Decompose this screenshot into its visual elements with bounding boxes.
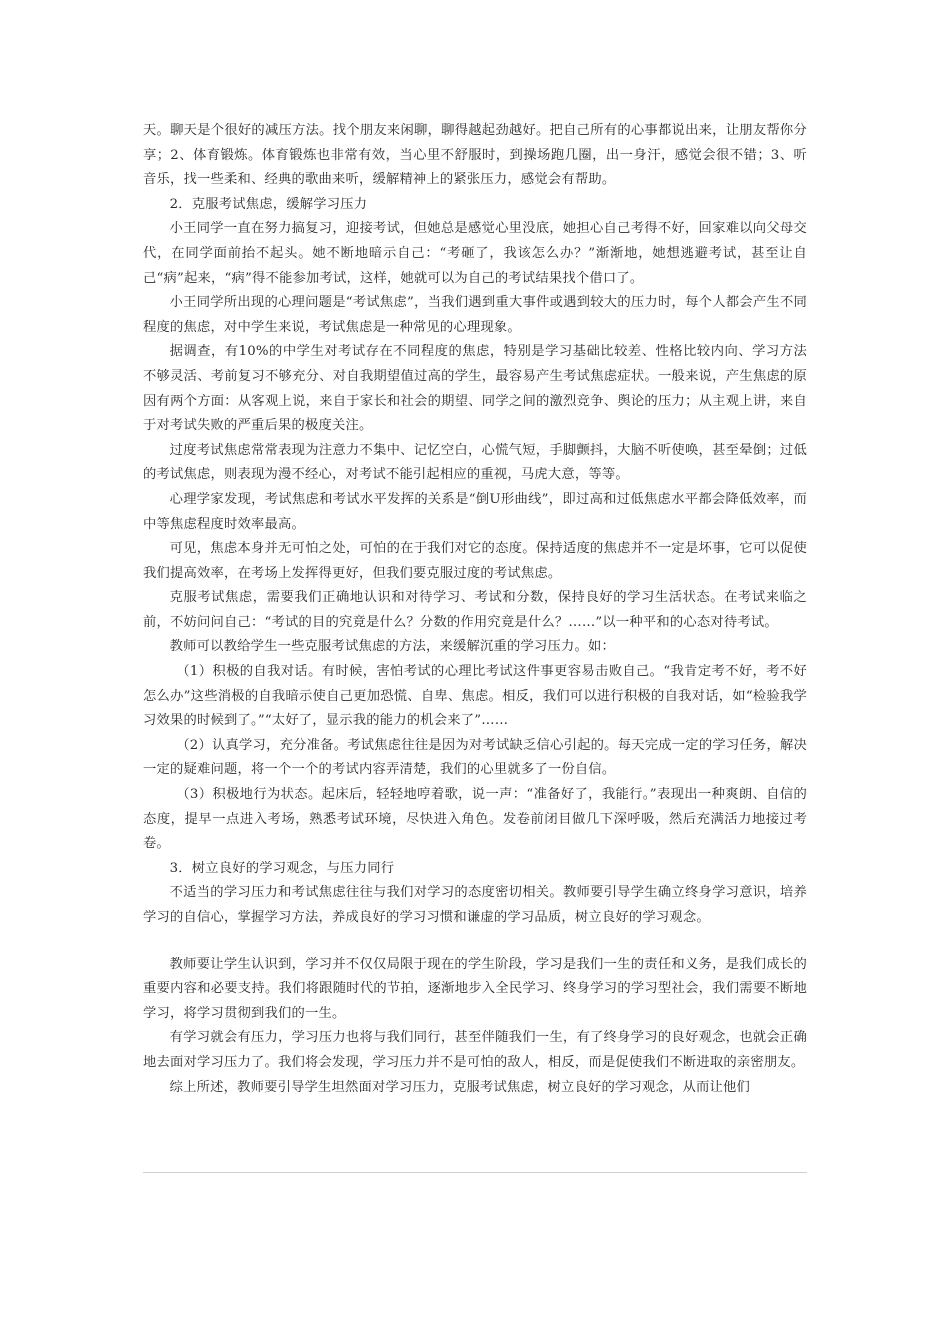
paragraph: 可见，焦虑本身并无可怕之处，可怕的在于我们对它的态度。保持适度的焦虑并不一定是坏事，它可以促使我们提高效率，在考场上发挥得更好，但我们要克服过度的考试焦虑。 — [143, 541, 807, 581]
paragraph-truncated: 综上所述，教师要引导学生坦然面对学习压力，克服考试焦虑，树立良好的学习观念，从而让他们 — [169, 1079, 750, 1095]
list-item-2: （2）认真学习，充分准备。考试焦虑往往是因为对考试缺乏信心引起的。每天完成一定的学习任务，解决一定的疑难问题，将一个一个的考试内容弄清楚，我们的心里就多了一份自信。 — [143, 737, 807, 778]
section-heading-2: 2．克服考试焦虑，缓解学习压力 — [169, 196, 368, 212]
list-item-3: （3）积极地行为状态。起床后，轻轻地哼着歌，说一声：“准备好了，我能行。”表现出一种爽朗、自信的态度，提早一点进入考场，熟悉考试环境，尽快进入角色。发卷前闭目做几下深呼吸，然后充满活力地接过考卷。 — [143, 787, 807, 852]
paragraph: 过度考试焦虑常常表现为注意力不集中、记忆空白，心慌气短，手脚颤抖，大脑不听使唤，甚至晕倒；过低的考试焦虑，则表现为漫不经心，对考试不能引起相应的重视，马虎大意，等等。 — [143, 442, 807, 483]
paragraph: 克服考试焦虑，需要我们正确地认识和对待学习、考试和分数，保持良好的学习生活状态。在考试来临之前，不妨问问自己：“考试的目的究竟是什么？分数的作用究竟是什么？……”以一种平和的心态对待考试。 — [143, 590, 807, 630]
paragraph-continuation: 天。聊天是个很好的减压方法。找个朋友来闲聊，聊得越起劲越好。把自己所有的心事都说出来，让朋友帮你分享；2、体育锻炼。体育锻炼也非常有效，当心里不舒服时，到操场跑几圈，出一身汗，感觉会很不错；3、听音乐，找一些柔和、经典的歌曲来听，缓解精神上的紧张压力，感觉会有帮助。 — [143, 123, 807, 188]
paragraph: 据调查，有10%的中学生对考试存在不同程度的焦虑，特别是学习基础比较差、性格比较内向、学习方法不够灵活、考前复习不够充分、对自我期望值过高的学生，最容易产生考试焦虑症状。一般来说，产生焦虑的原因有两个方面：从客观上说，来自于家长和社会的期望、同学之间的激烈竞争、舆论的压力；从主观上讲，来自于对考试失败的严重后果的极度关注。 — [143, 344, 807, 434]
paragraph: 小王同学一直在努力搞复习，迎接考试，但她总是感觉心里没底，她担心自己考得不好，回家难以向父母交代，在同学面前抬不起头。她不断地暗示自己：“考砸了，我该怎么办？”渐渐地，她想逃避考试，甚至让自己“病”起来，“病”得不能参加考试，这样，她就可以为自己的考试结果找个借口了。 — [143, 221, 807, 286]
paragraph: 有学习就会有压力，学习压力也将与我们同行，甚至伴随我们一生，有了终身学习的良好观念，也就会正确地去面对学习压力了。我们将会发现，学习压力并不是可怕的敌人，相反，而是促使我们不断进取的亲密朋友。 — [143, 1030, 807, 1070]
paragraph: 心理学家发现，考试焦虑和考试水平发挥的关系是“倒U形曲线”，即过高和过低焦虑水平都会降低效率，而中等焦虑程度时效率最高。 — [143, 491, 807, 532]
paragraph: 小王同学所出现的心理问题是“考试焦虑”，当我们遇到重大事件或遇到较大的压力时，每个人都会产生不同程度的焦虑，对中学生来说，考试焦虑是一种常见的心理现象。 — [143, 295, 807, 335]
page-bottom-divider — [143, 1172, 807, 1173]
document-page — [143, 119, 807, 1100]
section-heading-3: 3．树立良好的学习观念，与压力同行 — [169, 860, 395, 876]
paragraph: 教师要让学生认识到，学习并不仅仅局限于现在的学生阶段，学习是我们一生的责任和义务，是我们成长的重要内容和必要支持。我们将跟随时代的节拍，逐渐地步入全民学习、终身学习的学习型社会，我们需要不断地学习，将学习贯彻到我们的一生。 — [143, 956, 807, 1021]
paragraph-gap — [143, 931, 807, 953]
paragraph: 教师可以教给学生一些克服考试焦虑的方法，来缓解沉重的学习压力。如： — [169, 639, 615, 655]
paragraph: 不适当的学习压力和考试焦虑往往与我们对学习的态度密切相关。教师要引导学生确立终身学习意识，培养学习的自信心，掌握学习方法，养成良好的学习习惯和谦虚的学习品质，树立良好的学习观念。 — [143, 885, 807, 925]
list-item-1: （1）积极的自我对话。有时候，害怕考试的心理比考试这件事更容易击败自己。“我肯定考不好，考不好怎么办”这些消极的自我暗示使自己更加恐慌、自卑、焦虑。相反，我们可以进行积极的自我对话，如“检验我学习效果的时候到了。”“太好了，显示我的能力的机会来了”…… — [143, 664, 807, 729]
